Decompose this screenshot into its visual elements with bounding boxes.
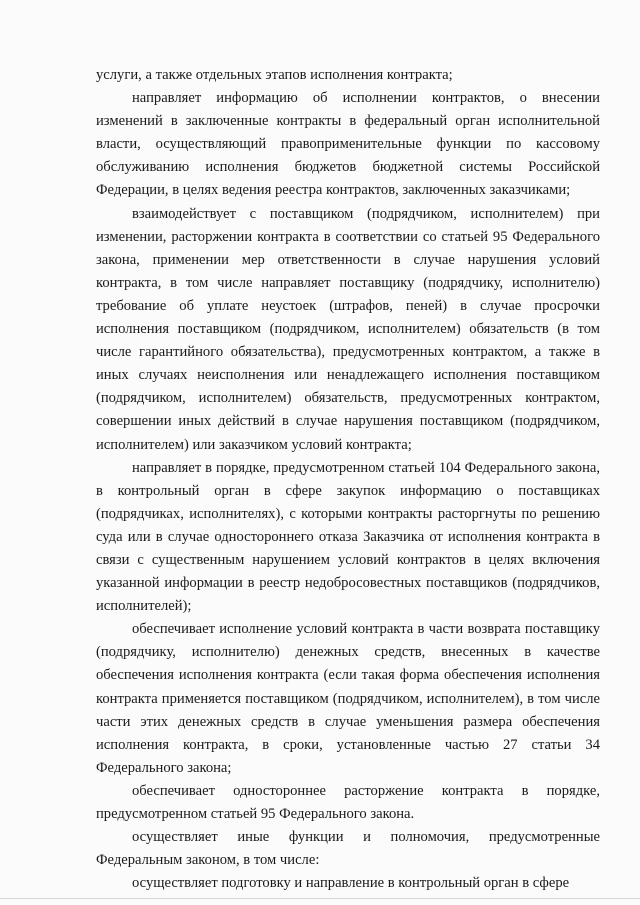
paragraph-unfair-suppliers-registry: направляет в порядке, предусмотренном статьей 104 Федерального закона, в контрольный орган в сфере закупок информацию о поставщиках (подрядчиках, исполнителях), с которыми контракты расторгнуты по решению суда или в случае одностороннего отказа Заказчика от исполнения контракта в связи с существенным нарушением условий контрактов в целях включения указанной информации в реестр недобросовестных поставщиков (подрядчиков, исполнителей); [96, 459, 600, 615]
paragraph-unilateral-termination: обеспечивает одностороннее расторжение контракта в порядке, предусмотренном статьей 95 Федерального закона. [96, 782, 600, 822]
paragraph-contract-info: направляет информацию об исполнении контрактов, о внесении изменений в заключенные контракты в федеральный орган исполнительной власти, осуществляющий правоприменительные функции по кассовому обслуживанию исполнения бюджетов бюджетной системы Российской Федерации, в целях ведения реестра контрактов, заключенных заказчиками; [96, 90, 600, 199]
paragraph-supplier-interaction: взаимодействует с поставщиком (подрядчиком, исполнителем) при изменении, расторжении контракта в соответствии со статьей 95 Федерального закона, применении мер ответственности в случае нарушения условий контракта, в том числе направляет поставщику (подрядчику, исполнителю) требование об уплате неустоек (штрафов, пеней) в случае просрочки исполнения поставщиком (подрядчиком, исполнителем) обязательств (в том числе гарантийного обязательства), предусмотренных контрактом, а также в иных случаях неисполнения или ненадлежащего исполнения поставщиком (подрядчиком, исполнителем) обязательств, предусмотренных контрактом, совершении иных действий в случае нарушения поставщиком (подрядчиком, исполнителем) или заказчиком условий контракта; [96, 205, 600, 453]
bottom-edge-line [0, 898, 640, 899]
paragraph-services-stages: услуги, а также отдельных этапов исполнения контракта; [96, 67, 453, 83]
paragraph-security-refund: обеспечивает исполнение условий контракта в части возврата поставщику (подрядчику, исполнителю) денежных средств, внесенных в качестве обеспечения исполнения контракта (если такая форма обеспечения исполнения контракта применяется поставщиком (подрядчиком, исполнителем), в том числе части этих денежных средств в случае уменьшения размера обеспечения исполнения контракта, в сроки, установленные частью 27 статьи 34 Федерального закона; [96, 621, 600, 776]
paragraph-preparation: осуществляет подготовку и направление в контрольный орган в сфере [132, 875, 570, 892]
paragraph-other-functions: осуществляет иные функции и полномочия, предусмотренные Федеральным законом, в том числе: [96, 829, 600, 869]
document-body [96, 64, 600, 895]
